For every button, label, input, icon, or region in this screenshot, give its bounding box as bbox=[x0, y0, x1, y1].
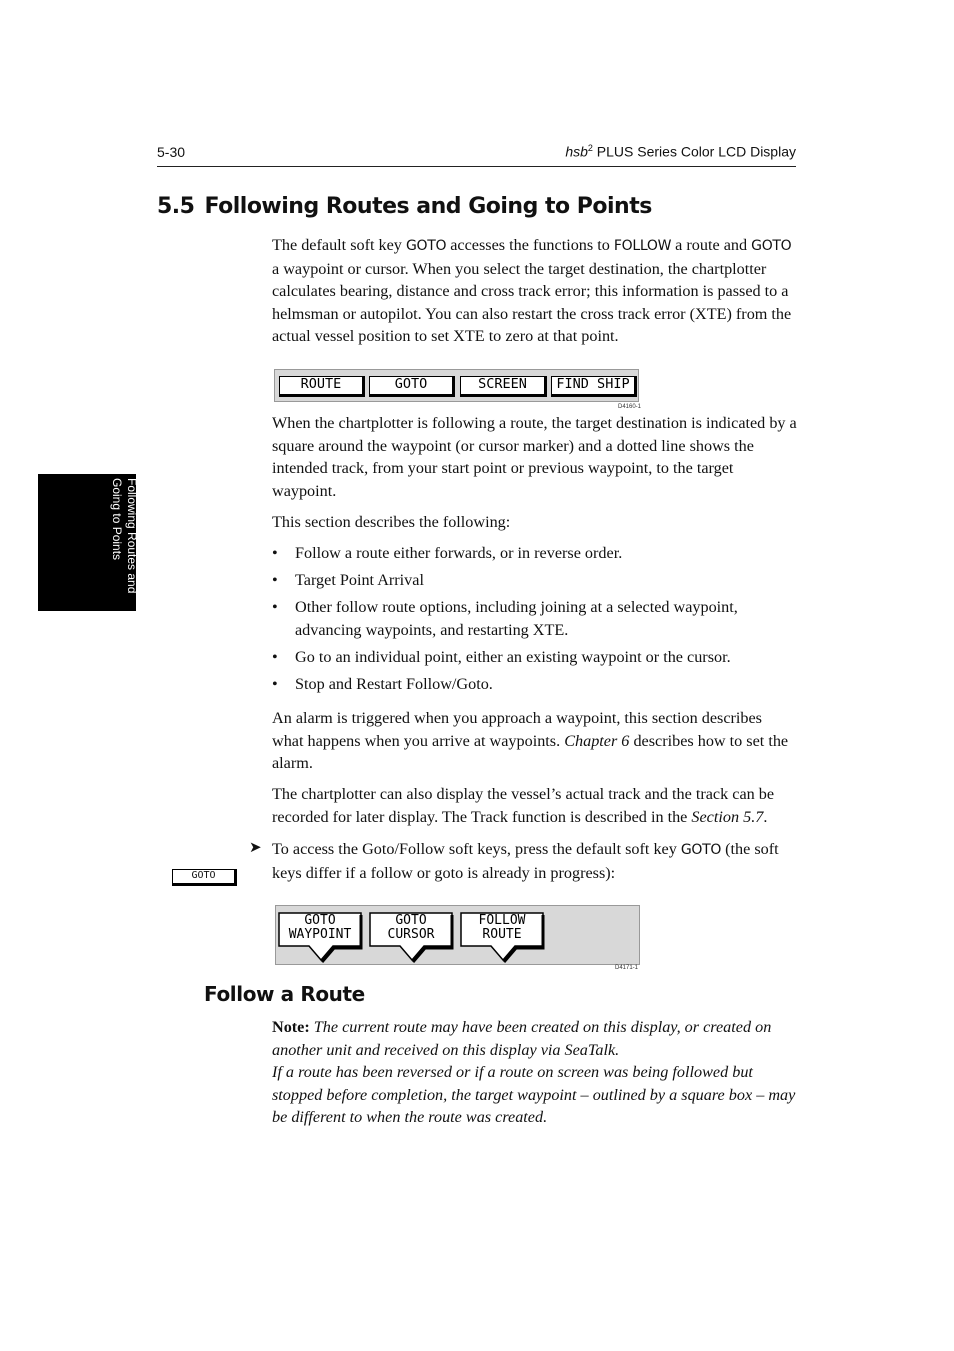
track-text-2: . bbox=[763, 807, 768, 826]
paragraph-target-destination: When the chartplotter is following a route, the target destination is indicated by a square around the waypoint (or cursor marker) and a dotted line shows the intended track, from your start point or previous waypoint, to the target waypoint. bbox=[272, 414, 797, 500]
list-item bbox=[272, 569, 797, 592]
side-tab-line-2: Going to Points bbox=[110, 478, 124, 561]
note-text-1: The current route may have been created on this display, or created on another unit and received on this display via SeaTalk. bbox=[272, 1018, 772, 1059]
page-number: 5-30 bbox=[157, 144, 186, 160]
side-softkey-goto: GOTO bbox=[172, 869, 237, 886]
bullet-dot: • bbox=[272, 598, 278, 616]
subsection-heading: Follow a Route bbox=[204, 982, 365, 1006]
section-number: 5.5 bbox=[157, 194, 195, 219]
note-paragraph-2: If a route has been reversed or if a route on screen was being followed but stopped before completion, the target waypoint – outlined by a square box – may be different to when the route was created. bbox=[272, 1063, 796, 1126]
softkey-label: FOLLOW ROUTE bbox=[478, 913, 526, 942]
section-heading bbox=[157, 194, 652, 219]
chapter-reference: Chapter 6 bbox=[564, 731, 630, 750]
instruction-paragraph bbox=[272, 838, 797, 884]
section-reference: Section 5.7 bbox=[691, 807, 764, 826]
softkey-ref-goto: GOTO bbox=[405, 238, 447, 254]
softkey-goto[interactable]: GOTO bbox=[369, 376, 455, 397]
figure-id-2: D4171-1 bbox=[615, 965, 639, 971]
alarm-text-2: describes how to set the alarm. bbox=[272, 731, 789, 772]
bullet-dot: • bbox=[272, 647, 278, 666]
intro-text-4: a waypoint or cursor. When you select the target destination, the chartplotter calculates bearing, distance and cross track error; this information is passed to a helmsman or autopilot. You can also restart the cross track error (XTE) from the actual vessel position to set XTE to zero at that point. bbox=[272, 259, 792, 345]
softkey-ref-goto-3: GOTO bbox=[680, 842, 722, 858]
bullet-dot: • bbox=[272, 544, 278, 562]
intro-paragraph bbox=[272, 234, 797, 348]
softkey-label: GOTO WAYPOINT bbox=[288, 913, 352, 942]
paragraph-section-describes: This section describes the following: bbox=[272, 513, 511, 531]
list-item-text: Stop and Restart Follow/Goto. bbox=[295, 674, 493, 693]
softkey-label: GOTO CURSOR bbox=[387, 913, 435, 942]
softkey-goto-waypoint[interactable] bbox=[278, 912, 365, 964]
paragraph-alarm bbox=[272, 707, 797, 775]
list-item-text: Other follow route options, including joining at a selected waypoint, advancing waypoints, and restarting XTE. bbox=[295, 598, 738, 639]
intro-text-1: The default soft key bbox=[272, 236, 406, 254]
list-item-text: Follow a route either forwards, or in reverse order. bbox=[295, 544, 623, 562]
chapter-side-tab bbox=[38, 474, 139, 611]
intro-text-3: a route and bbox=[671, 236, 752, 254]
softkey-follow-route[interactable] bbox=[460, 912, 547, 964]
track-text-1: The chartplotter can also display the vessel’s actual track and the track can be recorded for later display. The Track function is described in the bbox=[272, 785, 775, 826]
list-item bbox=[272, 542, 797, 565]
list-item-text: Go to an individual point, either an existing waypoint or the cursor. bbox=[295, 647, 731, 666]
instruction-arrow-icon: ➤ bbox=[249, 840, 262, 856]
softkey-goto-cursor[interactable] bbox=[369, 912, 456, 964]
list-item bbox=[272, 646, 797, 669]
running-title bbox=[565, 143, 796, 160]
side-tab-text bbox=[109, 478, 139, 593]
paragraph-track bbox=[272, 783, 797, 828]
softkey-route[interactable]: ROUTE bbox=[279, 376, 365, 397]
softkey-ref-follow: FOLLOW bbox=[613, 238, 672, 254]
instruction-text-1: To access the Goto/Follow soft keys, press the default soft key bbox=[272, 840, 681, 858]
topics-list bbox=[272, 542, 797, 700]
instruction-text-2: (the soft keys differ if a follow or goto is already in progress): bbox=[272, 840, 779, 882]
page-header bbox=[157, 142, 796, 167]
section-title: Following Routes and Going to Points bbox=[204, 194, 652, 219]
list-item bbox=[272, 673, 797, 696]
softkey-screen[interactable]: SCREEN bbox=[460, 376, 547, 397]
goto-follow-softkey-bar bbox=[275, 905, 640, 965]
intro-text-2: accesses the functions to bbox=[446, 236, 614, 254]
brand-superscript: 2 bbox=[587, 143, 593, 153]
softkey-find-ship[interactable]: FIND SHIP bbox=[551, 376, 637, 397]
bullet-dot: • bbox=[272, 571, 278, 589]
bullet-dot: • bbox=[272, 674, 278, 693]
running-title-text: PLUS Series Color LCD Display bbox=[592, 143, 796, 160]
alarm-text-1: An alarm is triggered when you approach a waypoint, this section describes what happens when you arrive at waypoints. bbox=[272, 709, 762, 750]
list-item bbox=[272, 596, 797, 641]
softkey-ref-goto-2: GOTO bbox=[751, 238, 792, 254]
brand-name: hsb bbox=[565, 143, 588, 160]
note-block bbox=[272, 1016, 797, 1129]
side-tab-line-1: Following Routes and bbox=[125, 478, 139, 594]
note-paragraph-1 bbox=[272, 1016, 797, 1061]
note-label: Note: bbox=[272, 1018, 310, 1036]
default-softkey-bar bbox=[274, 369, 639, 402]
list-item-text: Target Point Arrival bbox=[295, 571, 424, 589]
figure-id-1: D4160-1 bbox=[618, 404, 642, 410]
